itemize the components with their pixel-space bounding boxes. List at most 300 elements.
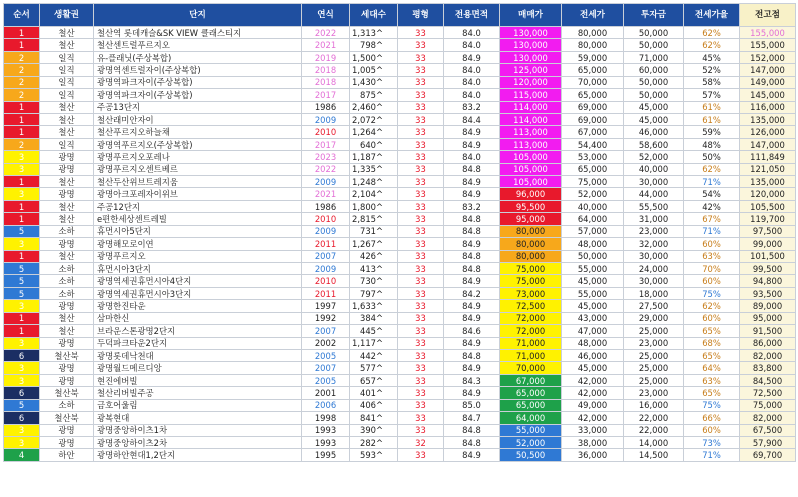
peak-price-cell: 75,000 [740,399,796,411]
investment-cell: 32,000 [624,238,684,250]
complex-name-cell: 광명역파크자이(주상복합) [94,76,302,88]
complex-name-cell: 휴먼시아3단지 [94,263,302,275]
units-cell: 1,800^ [350,200,398,212]
seq-cell: 5 [4,275,40,287]
jeonse-price-cell: 42,000 [562,387,624,399]
area-cell: 84.2 [444,287,500,299]
year-cell: 2001 [302,387,350,399]
pyeong-cell: 33 [398,188,444,200]
pyeong-cell: 33 [398,275,444,287]
header-jeonse-price: 전세가 [562,4,624,27]
jeonse-rate-cell: 52% [684,64,740,76]
header-pyeong: 평형 [398,4,444,27]
jeonse-price-cell: 80,000 [562,27,624,39]
area-cell: 84.9 [444,188,500,200]
jeonse-rate-cell: 75% [684,399,740,411]
region-cell: 소하 [40,225,94,237]
header-area: 전용면적 [444,4,500,27]
sale-price-cell: 72,000 [500,325,562,337]
pyeong-cell: 33 [398,176,444,188]
seq-cell: 1 [4,113,40,125]
investment-cell: 60,000 [624,64,684,76]
units-cell: 384^ [350,312,398,324]
region-cell: 철산 [40,200,94,212]
region-cell: 일직 [40,76,94,88]
year-cell: 1992 [302,312,350,324]
investment-cell: 23,000 [624,337,684,349]
region-cell: 철산북 [40,349,94,361]
pyeong-cell: 33 [398,200,444,212]
investment-cell: 30,000 [624,250,684,262]
complex-name-cell: 광명푸르지오포레나 [94,151,302,163]
seq-cell: 3 [4,337,40,349]
table-row [4,250,796,262]
units-cell: 1,248^ [350,176,398,188]
complex-name-cell: 철산역 롯데캐슬&SK VIEW 클래스티지 [94,27,302,39]
investment-cell: 29,000 [624,312,684,324]
jeonse-rate-cell: 60% [684,275,740,287]
region-cell: 광명 [40,374,94,386]
investment-cell: 40,000 [624,163,684,175]
area-cell: 84.0 [444,151,500,163]
year-cell: 1993 [302,424,350,436]
jeonse-price-cell: 48,000 [562,238,624,250]
seq-cell: 5 [4,225,40,237]
area-cell: 84.8 [444,163,500,175]
complex-name-cell: 광명월드메르디앙 [94,362,302,374]
pyeong-cell: 33 [398,213,444,225]
seq-cell: 3 [4,374,40,386]
area-cell: 84.7 [444,412,500,424]
peak-price-cell: 126,000 [740,126,796,138]
investment-cell: 24,000 [624,263,684,275]
jeonse-price-cell: 48,000 [562,337,624,349]
pyeong-cell: 33 [398,225,444,237]
area-cell: 84.8 [444,263,500,275]
region-cell: 철산 [40,39,94,51]
units-cell: 577^ [350,362,398,374]
sale-price-cell: 65,000 [500,399,562,411]
complex-name-cell: 철산리버빌주공 [94,387,302,399]
investment-cell: 44,000 [624,188,684,200]
pyeong-cell: 33 [398,126,444,138]
complex-name-cell: e편한세상센트레빌 [94,213,302,225]
sale-price-cell: 73,000 [500,287,562,299]
table-row [4,263,796,275]
region-cell: 철산 [40,312,94,324]
jeonse-price-cell: 57,000 [562,225,624,237]
complex-name-cell: 현진에버빌 [94,374,302,386]
table-row [4,113,796,125]
year-cell: 2007 [302,362,350,374]
jeonse-rate-cell: 60% [684,424,740,436]
table-row [4,101,796,113]
jeonse-rate-cell: 63% [684,374,740,386]
table-row [4,51,796,63]
complex-name-cell: 광명역파크자이(주상복합) [94,89,302,101]
sale-price-cell: 80,000 [500,238,562,250]
seq-cell: 6 [4,349,40,361]
jeonse-price-cell: 64,000 [562,213,624,225]
investment-cell: 14,500 [624,449,684,461]
complex-name-cell: 주공12단지 [94,200,302,212]
jeonse-rate-cell: 73% [684,436,740,448]
jeonse-rate-cell: 65% [684,387,740,399]
sale-price-cell: 72,500 [500,300,562,312]
seq-cell: 3 [4,238,40,250]
seq-cell: 5 [4,287,40,299]
jeonse-rate-cell: 61% [684,101,740,113]
pyeong-cell: 33 [398,138,444,150]
units-cell: 730^ [350,275,398,287]
complex-name-cell: 광명역세권휴먼시아3단지 [94,287,302,299]
peak-price-cell: 99,000 [740,238,796,250]
jeonse-price-cell: 53,000 [562,151,624,163]
complex-name-cell: 광명한진타운 [94,300,302,312]
area-cell: 84.9 [444,126,500,138]
jeonse-price-cell: 45,000 [562,362,624,374]
year-cell: 2021 [302,188,350,200]
jeonse-rate-cell: 48% [684,138,740,150]
sale-price-cell: 115,000 [500,89,562,101]
table-row [4,151,796,163]
jeonse-price-cell: 65,000 [562,64,624,76]
jeonse-price-cell: 33,000 [562,424,624,436]
table-body [4,27,796,462]
units-cell: 1,264^ [350,126,398,138]
jeonse-price-cell: 45,000 [562,300,624,312]
jeonse-price-cell: 69,000 [562,101,624,113]
jeonse-rate-cell: 54% [684,188,740,200]
peak-price-cell: 147,000 [740,138,796,150]
table-row [4,325,796,337]
sale-price-cell: 113,000 [500,138,562,150]
complex-name-cell: 철산두산위브트레지움 [94,176,302,188]
seq-cell: 4 [4,449,40,461]
peak-price-cell: 111,849 [740,151,796,163]
pyeong-cell: 33 [398,362,444,374]
jeonse-rate-cell: 62% [684,39,740,51]
sale-price-cell: 70,000 [500,362,562,374]
table-row [4,200,796,212]
complex-name-cell: 광명롯데낙천대 [94,349,302,361]
pyeong-cell: 33 [398,349,444,361]
area-cell: 84.3 [444,374,500,386]
year-cell: 1997 [302,300,350,312]
area-cell: 84.0 [444,39,500,51]
pyeong-cell: 33 [398,312,444,324]
jeonse-rate-cell: 59% [684,126,740,138]
units-cell: 1,187^ [350,151,398,163]
seq-cell: 3 [4,151,40,163]
investment-cell: 22,000 [624,412,684,424]
complex-name-cell: 광명중앙하이츠1차 [94,424,302,436]
region-cell: 하안 [40,449,94,461]
jeonse-rate-cell: 71% [684,225,740,237]
jeonse-price-cell: 59,000 [562,51,624,63]
sale-price-cell: 71,000 [500,349,562,361]
units-cell: 282^ [350,436,398,448]
pyeong-cell: 33 [398,287,444,299]
year-cell: 2023 [302,151,350,163]
peak-price-cell: 105,500 [740,200,796,212]
sale-price-cell: 67,000 [500,374,562,386]
investment-cell: 46,000 [624,126,684,138]
region-cell: 광명 [40,362,94,374]
seq-cell: 1 [4,200,40,212]
area-cell: 84.9 [444,387,500,399]
region-cell: 철산북 [40,387,94,399]
investment-cell: 50,000 [624,27,684,39]
year-cell: 2006 [302,399,350,411]
jeonse-price-cell: 65,000 [562,89,624,101]
region-cell: 철산 [40,250,94,262]
pyeong-cell: 33 [398,113,444,125]
peak-price-cell: 101,500 [740,250,796,262]
units-cell: 1,335^ [350,163,398,175]
pyeong-cell: 33 [398,337,444,349]
table-row [4,138,796,150]
peak-price-cell: 149,000 [740,76,796,88]
area-cell: 84.9 [444,449,500,461]
seq-cell: 3 [4,424,40,436]
seq-cell: 2 [4,51,40,63]
table-row [4,176,796,188]
pyeong-cell: 33 [398,263,444,275]
jeonse-rate-cell: 60% [684,312,740,324]
seq-cell: 1 [4,250,40,262]
sale-price-cell: 125,000 [500,64,562,76]
peak-price-cell: 83,800 [740,362,796,374]
complex-name-cell: 광복현대 [94,412,302,424]
units-cell: 401^ [350,387,398,399]
complex-name-cell: 브라운스톤광명2단지 [94,325,302,337]
complex-name-cell: 철산래미안자이 [94,113,302,125]
year-cell: 2017 [302,138,350,150]
jeonse-rate-cell: 66% [684,412,740,424]
area-cell: 84.8 [444,213,500,225]
table-row [4,213,796,225]
jeonse-rate-cell: 75% [684,287,740,299]
table-row [4,238,796,250]
jeonse-price-cell: 46,000 [562,349,624,361]
seq-cell: 1 [4,176,40,188]
peak-price-cell: 82,000 [740,349,796,361]
complex-name-cell: 광명푸르지오 [94,250,302,262]
complex-name-cell: 광명역센트럴자이(주상복합) [94,64,302,76]
units-cell: 798^ [350,39,398,51]
jeonse-price-cell: 38,000 [562,436,624,448]
header-sale-price: 매매가 [500,4,562,27]
units-cell: 2,815^ [350,213,398,225]
table-row [4,64,796,76]
header-investment: 투자금 [624,4,684,27]
sale-price-cell: 105,000 [500,176,562,188]
table-row [4,76,796,88]
units-cell: 731^ [350,225,398,237]
peak-price-cell: 145,000 [740,89,796,101]
peak-price-cell: 67,500 [740,424,796,436]
complex-name-cell: 광명역세권휴먼시아4단지 [94,275,302,287]
peak-price-cell: 89,000 [740,300,796,312]
region-cell: 철산 [40,126,94,138]
pyeong-cell: 33 [398,399,444,411]
investment-cell: 14,000 [624,436,684,448]
pyeong-cell: 33 [398,151,444,163]
investment-cell: 18,000 [624,287,684,299]
table-row [4,337,796,349]
jeonse-rate-cell: 62% [684,163,740,175]
jeonse-price-cell: 69,000 [562,113,624,125]
table-row [4,126,796,138]
seq-cell: 2 [4,64,40,76]
seq-cell: 3 [4,300,40,312]
table-row [4,436,796,448]
jeonse-rate-cell: 57% [684,89,740,101]
table-row [4,225,796,237]
header-jeonse-rate: 전세가율 [684,4,740,27]
units-cell: 1,633^ [350,300,398,312]
peak-price-cell: 93,500 [740,287,796,299]
jeonse-rate-cell: 65% [684,349,740,361]
region-cell: 철산 [40,325,94,337]
pyeong-cell: 33 [398,325,444,337]
peak-price-cell: 69,700 [740,449,796,461]
units-cell: 2,072^ [350,113,398,125]
jeonse-rate-cell: 63% [684,250,740,262]
jeonse-price-cell: 55,000 [562,287,624,299]
seq-cell: 3 [4,362,40,374]
investment-cell: 23,000 [624,225,684,237]
seq-cell: 6 [4,412,40,424]
investment-cell: 23,000 [624,387,684,399]
peak-price-cell: 155,000 [740,27,796,39]
seq-cell: 6 [4,387,40,399]
jeonse-rate-cell: 62% [684,27,740,39]
seq-cell: 1 [4,126,40,138]
sale-price-cell: 130,000 [500,27,562,39]
seq-cell: 1 [4,312,40,324]
year-cell: 2018 [302,64,350,76]
investment-cell: 25,000 [624,374,684,386]
region-cell: 철산 [40,213,94,225]
peak-price-cell: 152,000 [740,51,796,63]
peak-price-cell: 155,000 [740,39,796,51]
area-cell: 83.2 [444,200,500,212]
pyeong-cell: 33 [398,89,444,101]
pyeong-cell: 33 [398,424,444,436]
year-cell: 1998 [302,412,350,424]
investment-cell: 50,000 [624,39,684,51]
header-year: 연식 [302,4,350,27]
peak-price-cell: 94,800 [740,275,796,287]
complex-name-cell: 광명아크포레자이위브 [94,188,302,200]
units-cell: 640^ [350,138,398,150]
investment-cell: 30,000 [624,176,684,188]
region-cell: 철산북 [40,412,94,424]
year-cell: 2007 [302,325,350,337]
peak-price-cell: 116,000 [740,101,796,113]
jeonse-rate-cell: 68% [684,337,740,349]
jeonse-rate-cell: 61% [684,113,740,125]
area-cell: 84.4 [444,113,500,125]
area-cell: 84.6 [444,325,500,337]
sale-price-cell: 105,000 [500,163,562,175]
area-cell: 84.9 [444,362,500,374]
region-cell: 소하 [40,263,94,275]
units-cell: 2,460^ [350,101,398,113]
units-cell: 390^ [350,424,398,436]
seq-cell: 1 [4,325,40,337]
sale-price-cell: 80,000 [500,225,562,237]
table-row [4,387,796,399]
year-cell: 2009 [302,113,350,125]
investment-cell: 22,000 [624,424,684,436]
units-cell: 1,005^ [350,64,398,76]
sale-price-cell: 71,000 [500,337,562,349]
investment-cell: 50,000 [624,89,684,101]
investment-cell: 45,000 [624,113,684,125]
sale-price-cell: 75,000 [500,263,562,275]
jeonse-price-cell: 70,000 [562,76,624,88]
sale-price-cell: 65,000 [500,387,562,399]
jeonse-rate-cell: 67% [684,213,740,225]
complex-name-cell: 휴먼시아5단지 [94,225,302,237]
peak-price-cell: 57,900 [740,436,796,448]
peak-price-cell: 135,000 [740,176,796,188]
year-cell: 1986 [302,101,350,113]
units-cell: 1,500^ [350,51,398,63]
units-cell: 2,104^ [350,188,398,200]
sale-price-cell: 120,000 [500,76,562,88]
complex-name-cell: 철산푸르지오하늘채 [94,126,302,138]
header-seq: 순서 [4,4,40,27]
sale-price-cell: 72,000 [500,312,562,324]
units-cell: 1,117^ [350,337,398,349]
area-cell: 84.9 [444,176,500,188]
table-row [4,374,796,386]
region-cell: 소하 [40,399,94,411]
pyeong-cell: 33 [398,374,444,386]
seq-cell: 1 [4,101,40,113]
units-cell: 406^ [350,399,398,411]
seq-cell: 5 [4,263,40,275]
header-peak-price: 전고점 [740,4,796,27]
peak-price-cell: 120,000 [740,188,796,200]
table-row [4,449,796,461]
area-cell: 84.9 [444,238,500,250]
year-cell: 2022 [302,163,350,175]
area-cell: 84.0 [444,76,500,88]
investment-cell: 16,000 [624,399,684,411]
jeonse-rate-cell: 64% [684,362,740,374]
complex-name-cell: 광명역푸르지오(주상복합) [94,138,302,150]
jeonse-price-cell: 42,000 [562,412,624,424]
seq-cell: 1 [4,27,40,39]
investment-cell: 25,000 [624,325,684,337]
jeonse-price-cell: 54,400 [562,138,624,150]
table-row [4,349,796,361]
complex-name-cell: 광명푸르지오센트베르 [94,163,302,175]
jeonse-price-cell: 52,000 [562,188,624,200]
seq-cell: 1 [4,213,40,225]
year-cell: 2010 [302,275,350,287]
year-cell: 2009 [302,176,350,188]
complex-name-cell: 금호어울림 [94,399,302,411]
complex-name-cell: 유-플래닛(주상복합) [94,51,302,63]
units-cell: 1,267^ [350,238,398,250]
peak-price-cell: 86,000 [740,337,796,349]
